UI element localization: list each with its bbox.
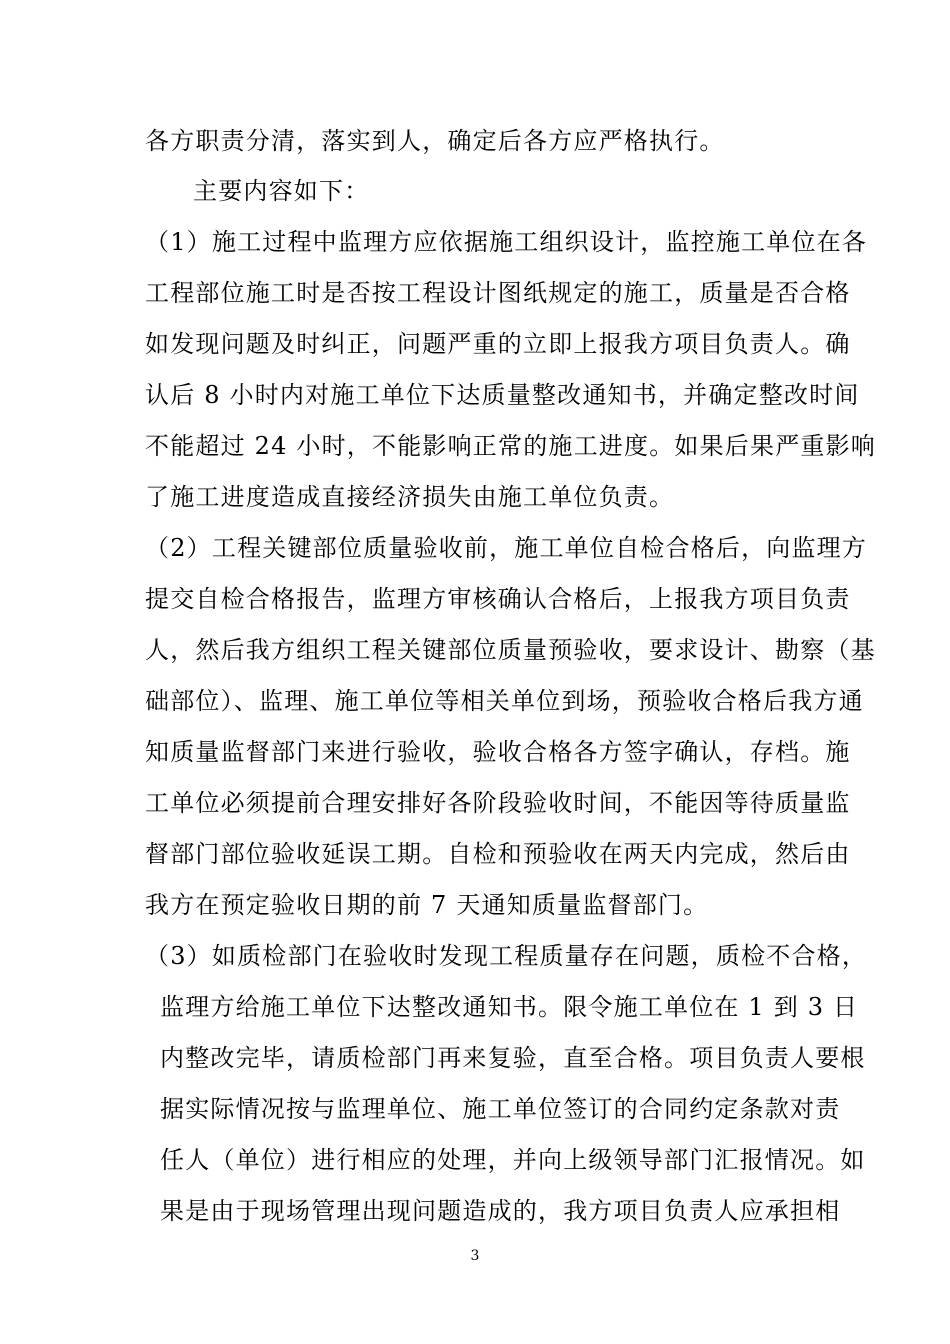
text-line: 我方在预定验收日期的前 7 天通知质量监督部门。 [145, 891, 709, 919]
text-line: 不能超过 24 小时，不能影响正常的施工进度。如果后果严重影响 [145, 432, 876, 460]
text-line: 内整改完毕，请质检部门再来复验，直至合格。项目负责人要根 [160, 1044, 866, 1072]
text-line: （3）如质检部门在验收时发现工程质量存在问题，质检不合格， [145, 942, 868, 970]
text-line: 知质量监督部门来进行验收，验收合格各方签字确认，存档。施 [145, 738, 851, 766]
text-line: 认后 8 小时内对施工单位下达质量整改通知书，并确定整改时间 [145, 381, 860, 409]
text-line: （1）施工过程中监理方应依据施工组织设计，监控施工单位在各 [145, 228, 868, 256]
text-line: 督部门部位验收延误工期。自检和预验收在两天内完成，然后由 [145, 840, 851, 868]
text-line: 监理方给施工单位下达整改通知书。限令施工单位在 1 到 3 日 [160, 993, 859, 1021]
text-line: 础部位）、监理、施工单位等相关单位到场，预验收合格后我方通 [145, 687, 864, 715]
text-line: 工程部位施工时是否按工程设计图纸规定的施工，质量是否合格 [145, 279, 851, 307]
text-line: 了施工进度造成直接经济损失由施工单位负责。 [145, 483, 675, 511]
text-line: 工单位必须提前合理安排好各阶段验收时间，不能因等待质量监 [145, 789, 851, 817]
text-line: （2）工程关键部位质量验收前，施工单位自检合格后，向监理方 [145, 534, 868, 562]
text-line: 提交自检合格报告，监理方审核确认合格后，上报我方项目负责 [145, 585, 851, 613]
text-line: 如发现问题及时纠正，问题严重的立即上报我方项目负责人。确 [145, 330, 851, 358]
text-line: 据实际情况按与监理单位、施工单位签订的合同约定条款对责 [160, 1095, 841, 1123]
text-line: 人，然后我方组织工程关键部位质量预验收，要求设计、勘察（基 [145, 636, 876, 664]
page-number: 3 [470, 1248, 480, 1264]
text-line: 主要内容如下： [193, 177, 370, 205]
text-line: 任人（单位）进行相应的处理，并向上级领导部门汇报情况。如 [160, 1146, 866, 1174]
text-line: 各方职责分清，落实到人，确定后各方应严格执行。 [145, 127, 725, 155]
text-line: 果是由于现场管理出现问题造成的，我方项目负责人应承担相 [160, 1197, 841, 1225]
